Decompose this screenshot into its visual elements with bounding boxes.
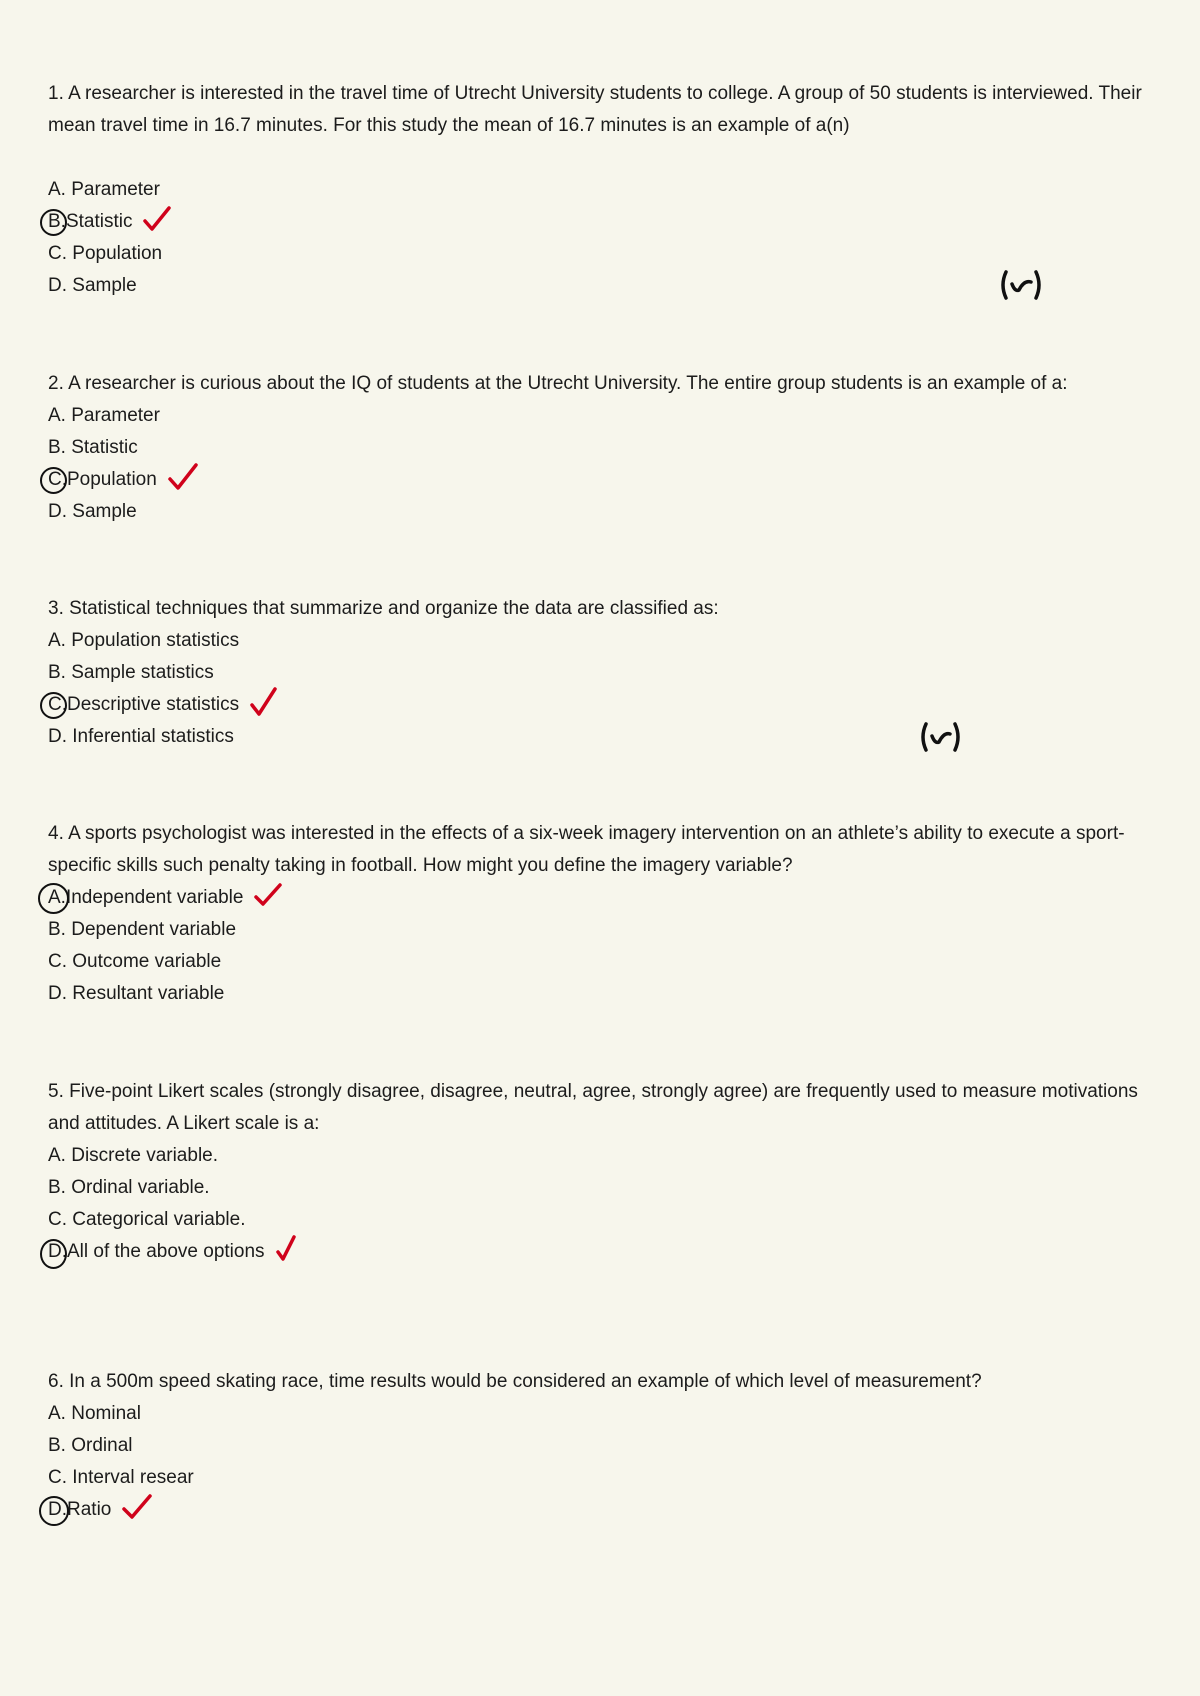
option-text: Nominal	[71, 1403, 141, 1424]
option-d	[48, 978, 1148, 1010]
option-letter: A.	[48, 1403, 66, 1424]
option-a	[48, 1398, 1148, 1430]
question-text: A researcher is curious about the IQ of students at the Utrecht University. The entire group students is an example of a:	[68, 373, 1068, 394]
option-a	[48, 400, 1148, 432]
option-text: Categorical variable.	[72, 1209, 246, 1230]
option-text: Inferential statistics	[72, 726, 234, 747]
answer-circle	[40, 692, 67, 719]
check-mark-icon	[275, 1234, 297, 1264]
option-letter: A.	[48, 179, 66, 200]
answer-circle	[40, 1239, 67, 1269]
option-letter: D.	[48, 1499, 67, 1520]
question-stem	[48, 818, 1148, 882]
question-3	[48, 593, 1148, 753]
question-text: A sports psychologist was interested in the effects of a six-week imagery intervention on an athlete’s ability to execute a sport-specific skills such penalty taking in football. How might you define the imagery variable?	[48, 823, 1125, 876]
question-number: 4.	[48, 823, 64, 844]
question-5	[48, 1076, 1148, 1268]
option-text: Parameter	[71, 405, 160, 426]
option-b	[48, 1172, 1148, 1204]
option-a	[48, 174, 1148, 206]
option-letter: A.	[48, 1145, 66, 1166]
option-b	[48, 432, 1148, 464]
option-letter: B.	[48, 1177, 66, 1198]
option-letter: D.	[48, 275, 67, 296]
option-text: Resultant variable	[72, 983, 225, 1004]
option-letter: C.	[48, 469, 67, 490]
option-d	[48, 1494, 1148, 1526]
handwritten-check-in-parens-icon	[918, 720, 964, 754]
margin-check-mark-icon	[918, 720, 964, 759]
option-b	[48, 206, 1148, 238]
option-b	[48, 914, 1148, 946]
question-stem	[48, 1366, 1148, 1398]
option-c	[48, 464, 1148, 496]
option-d	[48, 721, 1148, 753]
option-text: Ratio	[67, 1499, 112, 1520]
option-letter: C.	[48, 694, 67, 716]
option-text: Statistic	[71, 437, 138, 458]
option-text: Sample	[72, 275, 137, 296]
option-text: Dependent variable	[71, 919, 237, 940]
answer-circle	[40, 209, 67, 236]
option-letter: C.	[48, 951, 67, 972]
question-text: In a 500m speed skating race, time results would be considered an example of which level of measurement?	[69, 1371, 982, 1392]
question-text: Five-point Likert scales (strongly disagree, disagree, neutral, agree, strongly agree) are frequently used to measure motivations and attitudes. A Likert scale is a:	[48, 1081, 1138, 1134]
option-text: Statistic	[65, 211, 133, 232]
check-mark-icon	[121, 1493, 153, 1521]
question-number: 3.	[48, 598, 64, 619]
question-1	[48, 78, 1148, 302]
check-mark-icon	[167, 462, 199, 492]
question-number: 1.	[48, 83, 64, 104]
option-letter: B.	[48, 662, 66, 683]
option-letter: C.	[48, 243, 67, 264]
question-number: 6.	[48, 1371, 64, 1392]
option-a	[48, 625, 1148, 657]
option-text: Descriptive statistics	[67, 694, 240, 716]
question-4	[48, 818, 1148, 1010]
option-letter: D.	[48, 501, 67, 522]
option-letter: D.	[48, 726, 67, 747]
handwritten-check-in-parens-icon	[998, 268, 1046, 302]
option-letter: B.	[48, 919, 66, 940]
answer-circle	[38, 883, 69, 914]
option-letter: D.	[48, 1241, 67, 1262]
question-text: A researcher is interested in the travel time of Utrecht University students to college. A group of 50 students is interviewed. Their mean travel time in 16.7 minutes. For this study the mean of 16.7 minutes is an example of a(n)	[48, 83, 1142, 136]
question-stem	[48, 593, 1148, 625]
option-text: Population	[67, 469, 157, 490]
question-stem	[48, 368, 1148, 400]
option-c	[48, 1462, 1148, 1494]
option-text: Sample	[72, 501, 137, 522]
option-d	[48, 496, 1148, 528]
option-letter: C.	[48, 1467, 67, 1488]
option-text: Sample statistics	[71, 662, 214, 683]
question-number: 5.	[48, 1081, 64, 1102]
question-number: 2.	[48, 373, 64, 394]
option-text: Ordinal variable.	[71, 1177, 210, 1198]
question-text: Statistical techniques that summarize and organize the data are classified as:	[69, 598, 719, 619]
option-text: Interval resear	[72, 1467, 194, 1488]
option-text: Population statistics	[71, 630, 240, 651]
option-text: Population	[72, 243, 163, 264]
question-stem	[48, 1076, 1148, 1140]
check-mark-icon	[253, 882, 283, 908]
option-text: Parameter	[71, 179, 160, 200]
answer-circle	[40, 467, 67, 494]
option-letter: B.	[48, 437, 66, 458]
option-letter: A.	[48, 887, 66, 908]
option-c	[48, 946, 1148, 978]
question-stem	[48, 78, 1148, 142]
option-letter: C.	[48, 1209, 67, 1230]
option-text: Ordinal	[71, 1435, 133, 1456]
check-mark-icon	[142, 205, 172, 233]
option-b	[48, 1430, 1148, 1462]
option-d	[48, 1236, 1148, 1268]
option-text: Discrete variable.	[71, 1145, 219, 1166]
option-text: Outcome variable	[72, 951, 222, 972]
option-b	[48, 657, 1148, 689]
option-letter: B.	[48, 211, 66, 232]
option-text: Independent variable	[65, 887, 244, 908]
answer-circle	[39, 1496, 69, 1526]
option-a	[48, 1140, 1148, 1172]
option-letter: B.	[48, 1435, 66, 1456]
question-6	[48, 1366, 1148, 1526]
option-letter: A.	[48, 630, 66, 651]
check-mark-icon	[249, 686, 279, 718]
option-d	[48, 270, 1148, 302]
option-c	[48, 1204, 1148, 1236]
option-c	[48, 238, 1148, 270]
option-letter: D.	[48, 983, 67, 1004]
option-a	[48, 882, 1148, 914]
question-2	[48, 368, 1148, 528]
option-c	[48, 689, 1148, 721]
margin-check-mark-icon	[998, 268, 1046, 307]
option-letter: A.	[48, 405, 66, 426]
option-text: All of the above options	[67, 1241, 265, 1262]
